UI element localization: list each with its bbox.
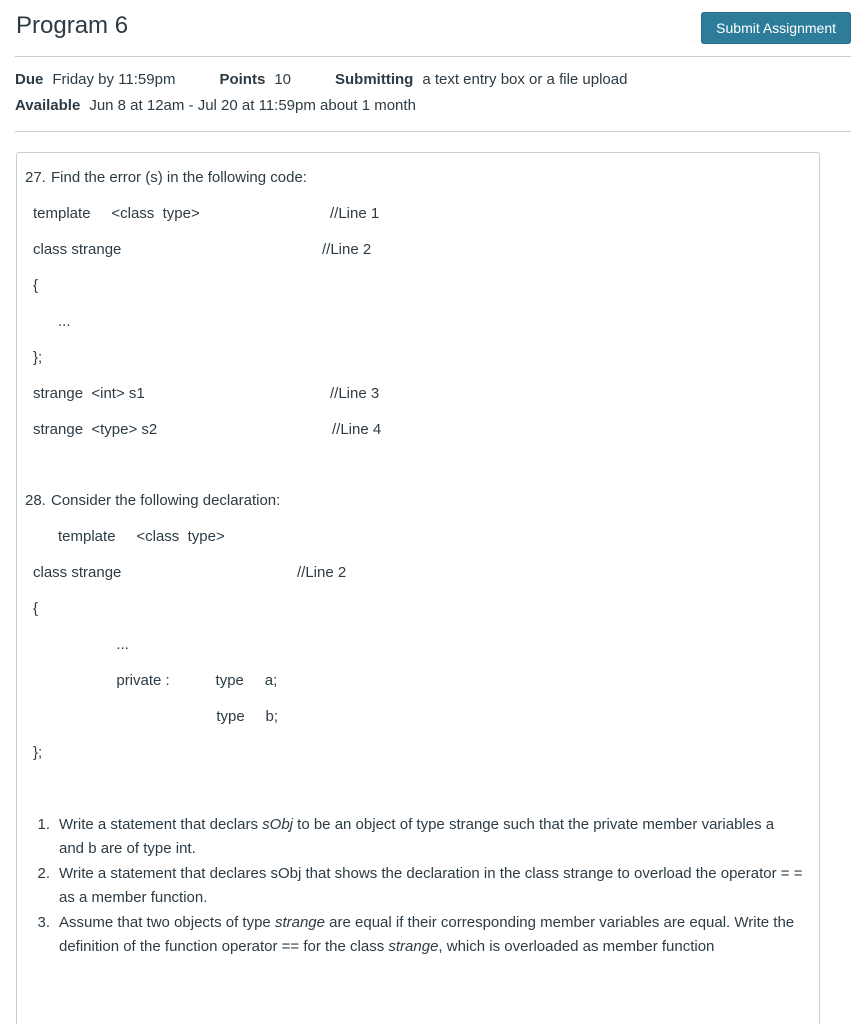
code-line	[25, 196, 803, 232]
code-line	[25, 735, 803, 771]
code-comment: //Line 4	[332, 421, 382, 438]
list-item-number: 1.	[37, 816, 50, 833]
due-pair	[15, 71, 175, 88]
question-27	[25, 167, 803, 448]
submitting-label: Submitting	[335, 71, 414, 88]
code-text: strange <type> s2	[33, 421, 158, 438]
code-text: template <class type>	[33, 528, 225, 545]
question-27-code	[25, 196, 803, 448]
available-pair	[15, 97, 416, 114]
code-text: template <class type>	[33, 205, 200, 222]
question-27-prompt: Find the error (s) in the following code:	[51, 169, 307, 186]
code-line	[25, 699, 803, 735]
text-segment-italic: strange	[274, 914, 325, 931]
task-list	[25, 813, 803, 959]
question-28-prompt: Consider the following declaration:	[51, 492, 281, 509]
list-item-number: 3.	[37, 914, 50, 931]
question-28-number: 28.	[25, 492, 46, 509]
page-title: Program 6	[16, 12, 129, 39]
code-line	[25, 591, 803, 627]
points-pair	[219, 71, 291, 88]
code-line	[25, 232, 803, 268]
code-line	[25, 340, 803, 376]
question-28-code	[25, 519, 803, 771]
points-label: Points	[219, 71, 266, 88]
code-comment: //Line 2	[297, 564, 347, 581]
code-line	[25, 304, 803, 340]
due-label: Due	[15, 71, 44, 88]
assignment-description	[16, 152, 820, 1024]
code-text: };	[33, 744, 43, 761]
list-item-text	[59, 911, 803, 959]
meta-row-available	[15, 93, 850, 119]
question-28	[25, 490, 803, 771]
text-segment: Assume that two objects of type	[59, 914, 275, 931]
code-text: ...	[33, 636, 129, 653]
assignment-meta	[0, 57, 866, 131]
code-text: strange <int> s1	[33, 385, 145, 402]
code-comment: //Line 2	[322, 241, 372, 258]
text-segment-italic: sObj	[262, 816, 293, 833]
question-27-header	[25, 167, 803, 189]
text-segment: Write a statement that declares sObj that shows the declaration in the class strange to overload the operator = = as a member function.	[59, 865, 803, 906]
list-item-text	[59, 813, 803, 861]
code-text: type b;	[33, 708, 279, 725]
list-item-text	[59, 862, 803, 910]
code-text: ...	[33, 313, 71, 330]
text-segment: , which is overloaded as member function	[438, 938, 715, 955]
code-text: class strange	[33, 564, 122, 581]
text-segment-italic: strange	[388, 938, 439, 955]
code-line	[25, 663, 803, 699]
code-text: {	[33, 600, 39, 617]
header-bar	[0, 0, 866, 56]
code-line	[25, 268, 803, 304]
submit-assignment-button[interactable]: Submit Assignment	[701, 12, 851, 44]
points-value: 10	[274, 71, 291, 88]
divider	[15, 131, 851, 132]
code-text: };	[33, 349, 43, 366]
text-segment: Write a statement that declars	[59, 816, 263, 833]
code-line	[25, 376, 803, 412]
code-text: class strange	[33, 241, 122, 258]
list-item	[33, 911, 803, 959]
code-text: private : type a;	[33, 672, 278, 689]
text-segment: to be an object of type strange such that the private member variables a and b are of type int.	[59, 816, 775, 857]
list-item	[33, 813, 803, 861]
available-value: Jun 8 at 12am - Jul 20 at 11:59pm about 1 month	[89, 97, 416, 114]
code-line	[25, 555, 803, 591]
question-27-number: 27.	[25, 169, 46, 186]
available-label: Available	[15, 97, 81, 114]
list-item	[33, 862, 803, 910]
code-text: {	[33, 277, 39, 294]
due-value: Friday by 11:59pm	[52, 71, 176, 88]
code-line	[25, 412, 803, 448]
question-28-header	[25, 490, 803, 512]
code-line	[25, 627, 803, 663]
code-comment: //Line 1	[330, 205, 380, 222]
list-item-number: 2.	[37, 865, 50, 882]
code-line	[25, 519, 803, 555]
text-segment: are equal if their corresponding member variables are equal. Write the definition of the function operator == for the class	[59, 914, 795, 955]
submitting-value: a text entry box or a file upload	[422, 71, 628, 88]
meta-row-due	[15, 67, 850, 93]
submitting-pair	[335, 71, 627, 88]
code-comment: //Line 3	[330, 385, 380, 402]
